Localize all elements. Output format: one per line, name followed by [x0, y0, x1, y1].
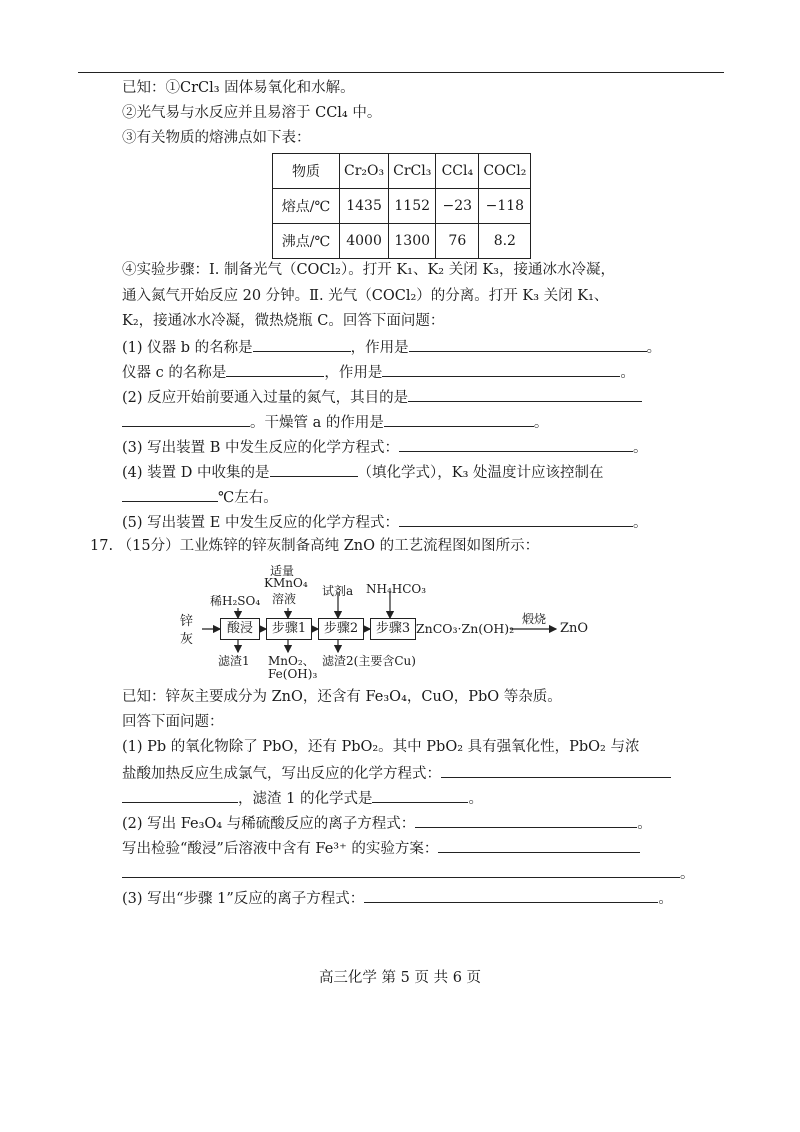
answer-blank[interactable] [270, 461, 358, 477]
flow-mno2: MnO₂、 [268, 654, 315, 668]
table-row [273, 224, 531, 259]
steps-line-1: ④实验步骤：Ⅰ. 制备光气（COCl₂）。打开 K₁、K₂ 关闭 K₃，接通冰水冷凝， [122, 262, 615, 278]
page-footer: 高三化学 第 5 页 共 6 页 [318, 970, 482, 986]
q16-1-line-1 [122, 336, 661, 358]
table-cell: COCl₂ [479, 154, 531, 189]
q16-1-label-d: ，作用是 [324, 365, 383, 381]
table-cell: CCl₄ [436, 154, 479, 189]
q17-title: 17. （15分）工业炼锌的锌灰制备高纯 ZnO 的工艺流程图如图所示： [90, 538, 540, 554]
q16-2-line-2 [122, 411, 548, 433]
table-cell: 1300 [389, 224, 436, 259]
header-rule [78, 72, 724, 73]
q16-3 [122, 436, 648, 458]
table-header-row [273, 154, 531, 189]
answer-blank[interactable] [253, 336, 351, 352]
q17-2-line-3 [122, 862, 695, 884]
flow-nh4hco3-label: NH₄HCO₃ [366, 582, 427, 596]
q17-1-label-b: 盐酸加热反应生成氯气，写出反应的化学方程式： [122, 766, 441, 782]
q16-1-label-c: 仪器 c 的名称是 [122, 365, 227, 381]
table-cell: 76 [436, 224, 479, 259]
q17-1-line-1: (1) Pb 的氧化物除了 PbO，还有 PbO₂。其中 PbO₂ 具有强氧化性，PbO₂ 与浓 [122, 739, 640, 755]
table-cell: Cr₂O₃ [340, 154, 389, 189]
q16-5 [122, 511, 647, 533]
flow-kmno4-label-1: 适量 [270, 564, 295, 578]
answer-blank[interactable] [122, 411, 250, 427]
known-2: ②光气易与水反应并且易溶于 CCl₄ 中。 [122, 105, 382, 121]
table-cell: 1435 [340, 189, 389, 224]
table-cell: 熔点/℃ [273, 189, 340, 224]
table-cell: 8.2 [479, 224, 531, 259]
flow-box-step2: 步骤2 [318, 618, 364, 640]
answer-blank[interactable] [122, 862, 680, 878]
steps-line-2: 通入氮气开始反应 20 分钟。Ⅱ. 光气（COCl₂）的分离。打开 K₃ 关闭 K₁、 [122, 288, 609, 304]
period: 。 [646, 340, 662, 356]
q17-known: 已知：锌灰主要成分为 ZnO，还含有 Fe₃O₄，CuO，PbO 等杂质。 [122, 689, 562, 705]
q16-3-label: (3) 写出装置 B 中发生反应的化学方程式： [122, 440, 400, 456]
flow-box-step3: 步骤3 [370, 618, 416, 640]
q16-1-label-b: ，作用是 [350, 340, 409, 356]
table-cell: −23 [436, 189, 479, 224]
flow-acid-label: 稀H₂SO₄ [210, 594, 261, 608]
properties-table [272, 153, 531, 259]
table-cell: 1152 [389, 189, 436, 224]
q16-4-line-1 [122, 461, 604, 483]
q16-5-label: (5) 写出装置 E 中发生反应的化学方程式： [122, 515, 399, 531]
q17-3-label: (3) 写出“步骤 1”反应的离子方程式： [122, 891, 365, 907]
answer-blank[interactable] [382, 361, 620, 377]
table-cell: CrCl₃ [389, 154, 436, 189]
answer-blank[interactable] [384, 411, 534, 427]
q17-2-label: (2) 写出 Fe₃O₄ 与稀硫酸反应的离子方程式： [122, 816, 416, 832]
q17-2-line-1 [122, 812, 652, 834]
q17-1-line-2 [122, 762, 671, 784]
period: 。 [637, 816, 652, 832]
table-row [273, 189, 531, 224]
q17-1-line-3 [122, 787, 483, 809]
q17-answer-prompt: 回答下面问题： [122, 714, 224, 730]
q16-1-label: (1) 仪器 b 的名称是 [122, 340, 253, 356]
q16-4-line-2 [122, 486, 278, 508]
flow-feoh3: Fe(OH)₃ [268, 667, 318, 681]
answer-blank[interactable] [408, 386, 642, 402]
q17-2-line-2 [122, 837, 640, 859]
flow-final-product: ZnO [560, 621, 589, 636]
q16-2-label: (2) 反应开始前要通入过量的氮气，其目的是 [122, 390, 409, 406]
table-cell: 沸点/℃ [273, 224, 340, 259]
answer-blank[interactable] [399, 436, 633, 452]
flow-residue2: 滤渣2(主要含Cu) [322, 654, 416, 668]
table-cell: 物质 [273, 154, 340, 189]
steps-line-3: K₂，接通冰水冷凝，微热烧瓶 C。回答下面问题： [122, 313, 445, 329]
q16-4-label: (4) 装置 D 中收集的是 [122, 465, 270, 481]
flow-input-zinc-ash: 锌 [180, 614, 194, 629]
answer-blank[interactable] [409, 336, 647, 352]
flow-residue1: 滤渣1 [218, 654, 250, 668]
period: 。 [620, 365, 635, 381]
q16-4-label-c: ℃左右。 [218, 490, 278, 506]
flow-box-acid-leach: 酸浸 [220, 618, 260, 640]
flow-calcine-label: 煅烧 [522, 612, 547, 626]
table-cell: 4000 [340, 224, 389, 259]
q16-2-label-b: 。干燥管 a 的作用是 [250, 415, 384, 431]
q16-2-line-1 [122, 386, 642, 408]
answer-blank[interactable] [399, 511, 633, 527]
q17-3 [122, 887, 673, 909]
known-3: ③有关物质的熔沸点如下表： [122, 130, 311, 146]
answer-blank[interactable] [122, 787, 238, 803]
flow-reagent-label: 试剂a [322, 584, 354, 598]
period: 。 [632, 515, 648, 531]
answer-blank[interactable] [226, 361, 324, 377]
answer-blank[interactable] [415, 812, 637, 828]
answer-blank[interactable] [441, 762, 671, 778]
flow-box-step1: 步骤1 [266, 618, 312, 640]
table-cell: −118 [479, 189, 531, 224]
period: 。 [633, 440, 648, 456]
q16-1-line-2 [122, 361, 635, 383]
flow-input-zinc-ash-2: 灰 [180, 632, 194, 647]
answer-blank[interactable] [122, 486, 218, 502]
period: 。 [533, 415, 549, 431]
answer-blank[interactable] [438, 837, 640, 853]
known-1: 已知：①CrCl₃ 固体易氧化和水解。 [122, 80, 355, 96]
flow-kmno4-label-3: 溶液 [272, 592, 297, 606]
answer-blank[interactable] [372, 787, 468, 803]
q17-2-label-b: 写出检验“酸浸”后溶液中含有 Fe³⁺ 的实验方案： [122, 841, 439, 857]
period: 。 [658, 891, 673, 907]
q16-4-label-b: （填化学式），K₃ 处温度计应该控制在 [357, 465, 604, 481]
flow-kmno4-label-2: KMnO₄ [264, 576, 308, 590]
period: 。 [680, 866, 695, 882]
flow-product: ZnCO₃·Zn(OH)₂ [416, 621, 515, 636]
period: 。 [468, 791, 483, 807]
q17-1-label-c: ，滤渣 1 的化学式是 [238, 791, 373, 807]
answer-blank[interactable] [364, 887, 658, 903]
